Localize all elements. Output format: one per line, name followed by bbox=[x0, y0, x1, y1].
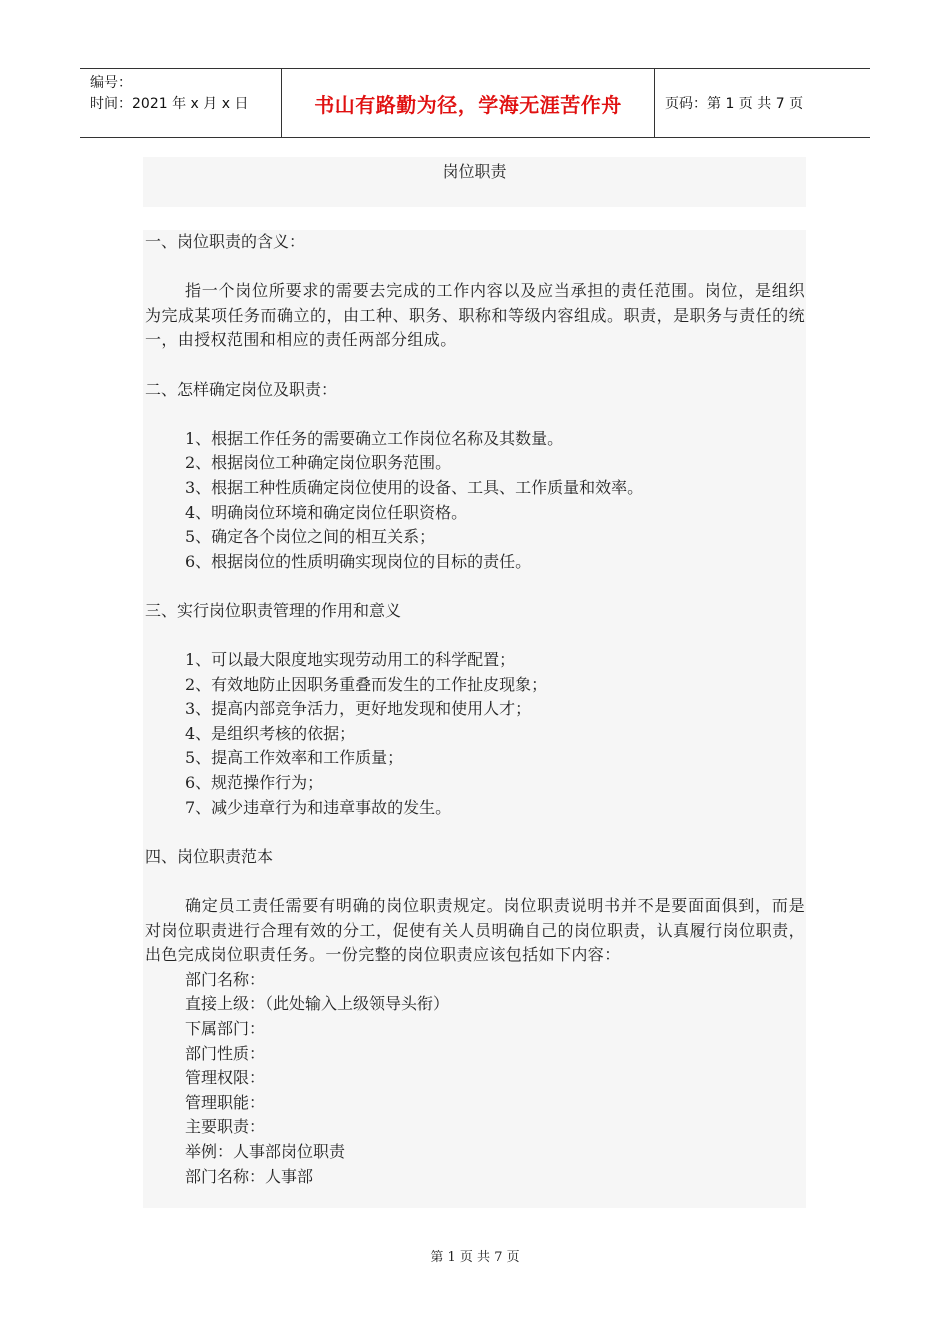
section-3-list bbox=[145, 648, 805, 820]
doc-body bbox=[145, 230, 805, 1189]
section-2-heading: 二、怎样确定岗位及职责： bbox=[145, 379, 338, 399]
section-4-heading: 四、岗位职责范本 bbox=[145, 846, 274, 866]
list-item: 2、有效地防止因职务重叠而发生的工作扯皮现象； bbox=[185, 674, 548, 694]
field-line: 管理权限： bbox=[185, 1068, 266, 1088]
section-3-heading: 三、实行岗位职责管理的作用和意义 bbox=[145, 600, 402, 620]
header-page-info: 页码：第 1 页 共 7 页 bbox=[665, 96, 804, 112]
field-line: 管理职能： bbox=[185, 1092, 266, 1112]
list-item: 1、根据工作任务的需要确立工作岗位名称及其数量。 bbox=[185, 428, 564, 448]
field-line: 部门性质： bbox=[185, 1043, 266, 1063]
page-header bbox=[80, 68, 870, 138]
list-item: 3、根据工种性质确定岗位使用的设备、工具、工作质量和效率。 bbox=[185, 477, 644, 497]
list-item: 4、是组织考核的依据； bbox=[185, 723, 356, 743]
field-line: 部门名称：人事部 bbox=[185, 1166, 314, 1186]
field-line: 举例：人事部岗位职责 bbox=[185, 1141, 346, 1161]
header-motto: 书山有路勤为径，学海无涯苦作舟 bbox=[281, 69, 655, 137]
list-item: 2、根据岗位工种确定岗位职务范围。 bbox=[185, 453, 452, 473]
list-item: 6、根据岗位的性质明确实现岗位的目标的责任。 bbox=[185, 551, 532, 571]
section-1-heading: 一、岗位职责的含义： bbox=[145, 232, 306, 251]
list-item: 3、提高内部竞争活力，更好地发现和使用人才； bbox=[185, 699, 532, 719]
field-line: 直接上级：（此处输入上级领导头衔） bbox=[185, 994, 450, 1014]
field-line: 部门名称： bbox=[185, 969, 266, 989]
list-item: 5、确定各个岗位之间的相互关系； bbox=[185, 527, 436, 547]
section-2-list bbox=[145, 427, 805, 575]
header-meta bbox=[80, 69, 281, 137]
field-line: 下属部门： bbox=[185, 1019, 266, 1038]
doc-time-label: 时间：2021 年 x 月 x 日 bbox=[90, 96, 249, 112]
list-item: 5、提高工作效率和工作质量； bbox=[185, 748, 404, 768]
doc-number-label: 编号： bbox=[90, 75, 132, 91]
field-line: 主要职责： bbox=[185, 1117, 266, 1137]
section-4-fields bbox=[145, 968, 805, 1189]
section-4-paragraph: 确定员工责任需要有明确的岗位职责规定。岗位职责说明书并不是要面面俱到，而是对岗位职责进行合理有效的分工，促使有关人员明确自己的岗位职责，认真履行岗位职责，出色完成岗位职责任务。一份完整的岗位职责应该包括如下内容： bbox=[145, 896, 805, 965]
list-item: 7、减少违章行为和违章事故的发生。 bbox=[185, 797, 452, 817]
doc-title: 岗位职责 bbox=[442, 162, 507, 181]
title-band bbox=[143, 157, 806, 207]
list-item: 6、规范操作行为； bbox=[185, 773, 324, 793]
page-footer: 第 1 页 共 7 页 bbox=[430, 1250, 520, 1265]
list-item: 4、明确岗位环境和确定岗位任职资格。 bbox=[185, 502, 468, 522]
section-1-paragraph: 指一个岗位所要求的需要去完成的工作内容以及应当承担的责任范围。岗位，是组织为完成某项任务而确立的，由工种、职务、职称和等级内容组成。职责，是职务与责任的统一，由授权范围和相应的责任两部分组成。 bbox=[145, 281, 805, 350]
list-item: 1、可以最大限度地实现劳动用工的科学配置； bbox=[185, 650, 516, 670]
